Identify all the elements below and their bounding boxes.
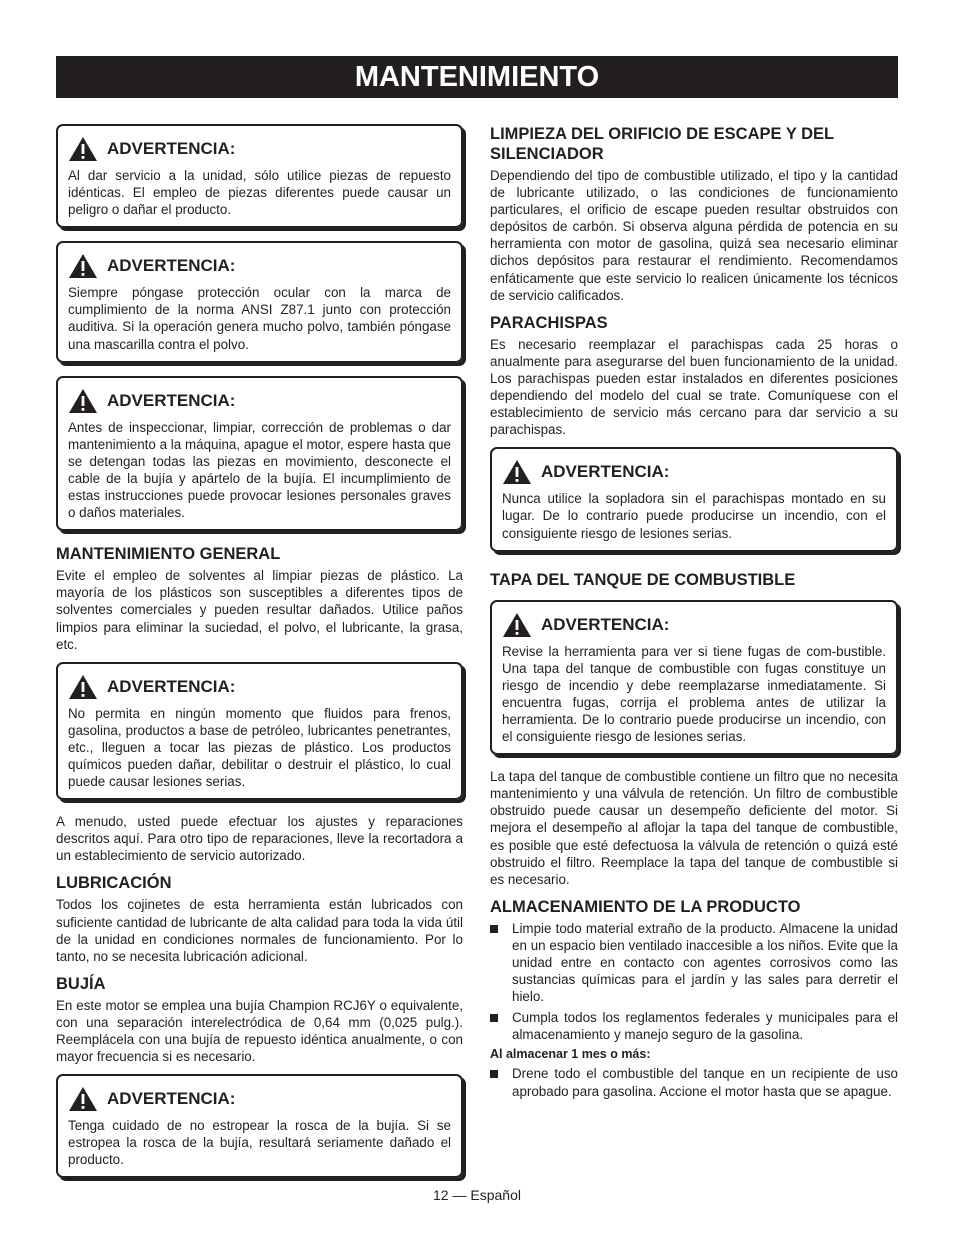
bullet-square-icon <box>490 1070 498 1078</box>
section-heading: MANTENIMIENTO GENERAL <box>56 545 281 564</box>
warning-title: ADVERTENCIA: <box>107 676 236 696</box>
warning-triangle-icon <box>502 459 532 485</box>
warning-header <box>68 136 451 162</box>
section-heading: LIMPIEZA DEL ORIFICIO DE ESCAPE Y DEL SILENCIADOR <box>490 125 834 163</box>
list-item <box>490 1065 898 1099</box>
warning-text: Tenga cuidado de no estropear la rosca de la bujía. Si se estropea la rosca de la bujía, resultará seriamente dañado el producto. <box>68 1118 451 1168</box>
storage-list <box>490 920 898 1044</box>
warning-header <box>68 1086 451 1112</box>
warning-text: No permita en ningún momento que fluidos para frenos, gasolina, productos a base de petróleo, lubricantes penetrantes, etc., lleguen a tocar las piezas de plástico. Los productos químicos pueden dañar, debilitar o destruir el plástico, lo cual puede causar lesiones serias. <box>68 705 451 790</box>
warning-title: ADVERTENCIA: <box>107 139 236 158</box>
warning-text: Revise la herramienta para ver si tiene fugas de com-bustible. Una tapa del tanque de combustible con fugas constituye un riesgo de incendio y debe reemplazarse inmediatamente. Si encuentra fugas, corrija el problema antes de utilizar la herramienta. De lo contrario puede producirse un incendio, con el consiguiente riesgo de lesiones serias. <box>502 643 886 745</box>
section-text: La tapa del tanque de combustible contiene un filtro que no necesita mantenimiento y una válvula de retención. Un filtro de combustible obstruido puede causar un desempeño deficiente del motor. Si mejora el desempeño al aflojar la tapa del tanque de combustible, es posible que esté defectuosa la válvula de retención o quizá esté obstruido el filtro. Reemplace la tapa del tanque de combustible si es necesario. <box>490 769 898 887</box>
section-text: En este motor se emplea una bujía Champion RCJ6Y o equivalente, con una separación interelectródica de 0,64 mm (0,025 pulg.). Reemplácela con una bujía de repuesto idéntica anualmente, o con mayor frecuencia si es necesario. <box>56 997 463 1065</box>
warning-triangle-icon <box>68 1086 98 1112</box>
right-column <box>490 124 898 1109</box>
section-fuel-cap <box>490 570 898 590</box>
list-item-text: Drene todo el combustible del tanque en un recipiente de uso aprobado para gasolina. Accione el motor hasta que se apague. <box>512 1066 898 1099</box>
section-text: Todos los cojinetes de esta herramienta están lubricados con suficiente cantidad de lubricante de alta calidad para toda la vida útil de la unidad en condiciones normales de funcionamiento. Por lo tanto, no se necesita lubricación adicional. <box>56 897 463 964</box>
section-heading: BUJÍA <box>56 974 106 993</box>
warning-title: ADVERTENCIA: <box>541 462 670 482</box>
section-fuel-cap-text <box>490 768 898 888</box>
warning-header <box>502 612 886 638</box>
list-item-text: Cumpla todos los reglamentos federales y municipales para el almacenamiento y manejo seguro de la gasolina. <box>512 1010 898 1043</box>
warning-text: Al dar servicio a la unidad, sólo utilice piezas de repuesto idénticas. El empleo de piezas diferentes puede causar un peligro o dañar el producto. <box>68 168 451 218</box>
warning-text: Siempre póngase protección ocular con la marca de cumplimiento de la norma ANSI Z87.1 junto con protección auditiva. Si la operación genera mucho polvo, también póngase una mascarilla contra el polvo. <box>68 285 451 352</box>
warning-header <box>68 253 451 279</box>
warning-box <box>56 662 463 800</box>
warning-box <box>56 376 463 532</box>
warning-header <box>68 388 451 414</box>
left-column <box>56 124 463 1191</box>
warning-box <box>490 600 898 756</box>
page-footer: 12 — Español <box>433 1187 521 1203</box>
list-item <box>490 1009 898 1043</box>
warning-title: ADVERTENCIA: <box>541 614 670 634</box>
section-heading: ALMACENAMIENTO DE LA PRODUCTO <box>490 897 801 916</box>
section-storage <box>490 897 898 1100</box>
section-spark-plug <box>56 974 463 1065</box>
warning-box <box>490 447 898 551</box>
warning-triangle-icon <box>68 253 98 279</box>
section-text: A menudo, usted puede efectuar los ajustes y reparaciones descritos aquí. Para otro tipo de reparaciones, lleve la recortadora a un establecimiento de servicio autorizado. <box>56 814 463 864</box>
warning-box <box>56 124 463 228</box>
warning-text: Antes de inspeccionar, limpiar, corrección de problemas o dar mantenimiento a la máquina, apague el motor, espere hasta que se detengan todas las piezas en movimiento, desconecte el cable de la bujía y apártelo de la bujía. El incumplimiento de estas instrucciones puede provocar lesiones personales graves o daños materiales. <box>68 419 451 521</box>
list-item-text: Limpie todo material extraño de la producto. Almacene la unidad en un espacio bien ventilado inaccesible a los niños. Evite que la unidad entre en contacto con agentes corrosivos como las sustancias químicas para el jardín y las sales para derretir el hielo. <box>512 920 898 1005</box>
section-heading: PARACHISPAS <box>490 313 608 332</box>
warning-box <box>56 1074 463 1178</box>
warning-triangle-icon <box>502 612 532 638</box>
warning-triangle-icon <box>68 136 98 162</box>
storage-subheading: Al almacenar 1 mes o más: <box>490 1047 651 1062</box>
section-exhaust <box>490 124 898 304</box>
section-text: Es necesario reemplazar el parachispas cada 25 horas o anualmente para asegurarse del buen funcionamiento de la unidad. Los parachispas pueden estar instalados en diferentes posiciones dependiendo del modelo del cual se trate. Comuníquese con el establecimiento de servicio más cercano para dar servicio a su parachispas. <box>490 336 898 438</box>
section-text: Evite el empleo de solventes al limpiar piezas de plástico. La mayoría de los plásticos son susceptibles a diferentes tipos de solventes comerciales y pueden resultar dañados. Utilice paños limpios para eliminar la suciedad, el polvo, el lubricante, la grasa, etc. <box>56 568 463 652</box>
bullet-square-icon <box>490 1014 498 1022</box>
storage-list-month <box>490 1065 898 1099</box>
warning-title: ADVERTENCIA: <box>107 256 236 276</box>
warning-header <box>68 674 451 700</box>
warning-box <box>56 241 463 362</box>
page-title: MANTENIMIENTO <box>56 56 898 98</box>
section-lubrication <box>56 873 463 964</box>
warning-triangle-icon <box>68 388 98 414</box>
section-heading: TAPA DEL TANQUE DE COMBUSTIBLE <box>490 570 796 589</box>
section-adjust <box>56 813 463 864</box>
section-spark-arrestor <box>490 313 898 439</box>
warning-title: ADVERTENCIA: <box>107 1089 236 1109</box>
bullet-square-icon <box>490 925 498 933</box>
section-heading: LUBRICACIÓN <box>56 874 172 893</box>
warning-title: ADVERTENCIA: <box>107 390 236 410</box>
warning-text: Nunca utilice la sopladora sin el parachispas montado en su lugar. De lo contrario puede producirse un incendio, con el consiguiente riesgo de lesiones serias. <box>502 491 886 541</box>
list-item <box>490 920 898 1005</box>
warning-header <box>502 459 886 485</box>
warning-triangle-icon <box>68 674 98 700</box>
section-text: Dependiendo del tipo de combustible utilizado, el tipo y la cantidad de lubricante utilizado, o las condiciones de funcionamiento particulares, el orificio de escape pueden resultar obstruidos con depósitos de carbón. Si observa alguna pérdida de potencia en su herramienta con motor de gasolina, quizá sea necesario eliminar dichos depósitos para restaurar el rendimiento. Recomendamos enfáticamente que este servicio lo realicen únicamente los técnicos de servicio calificados. <box>490 168 898 303</box>
section-general <box>56 544 463 652</box>
